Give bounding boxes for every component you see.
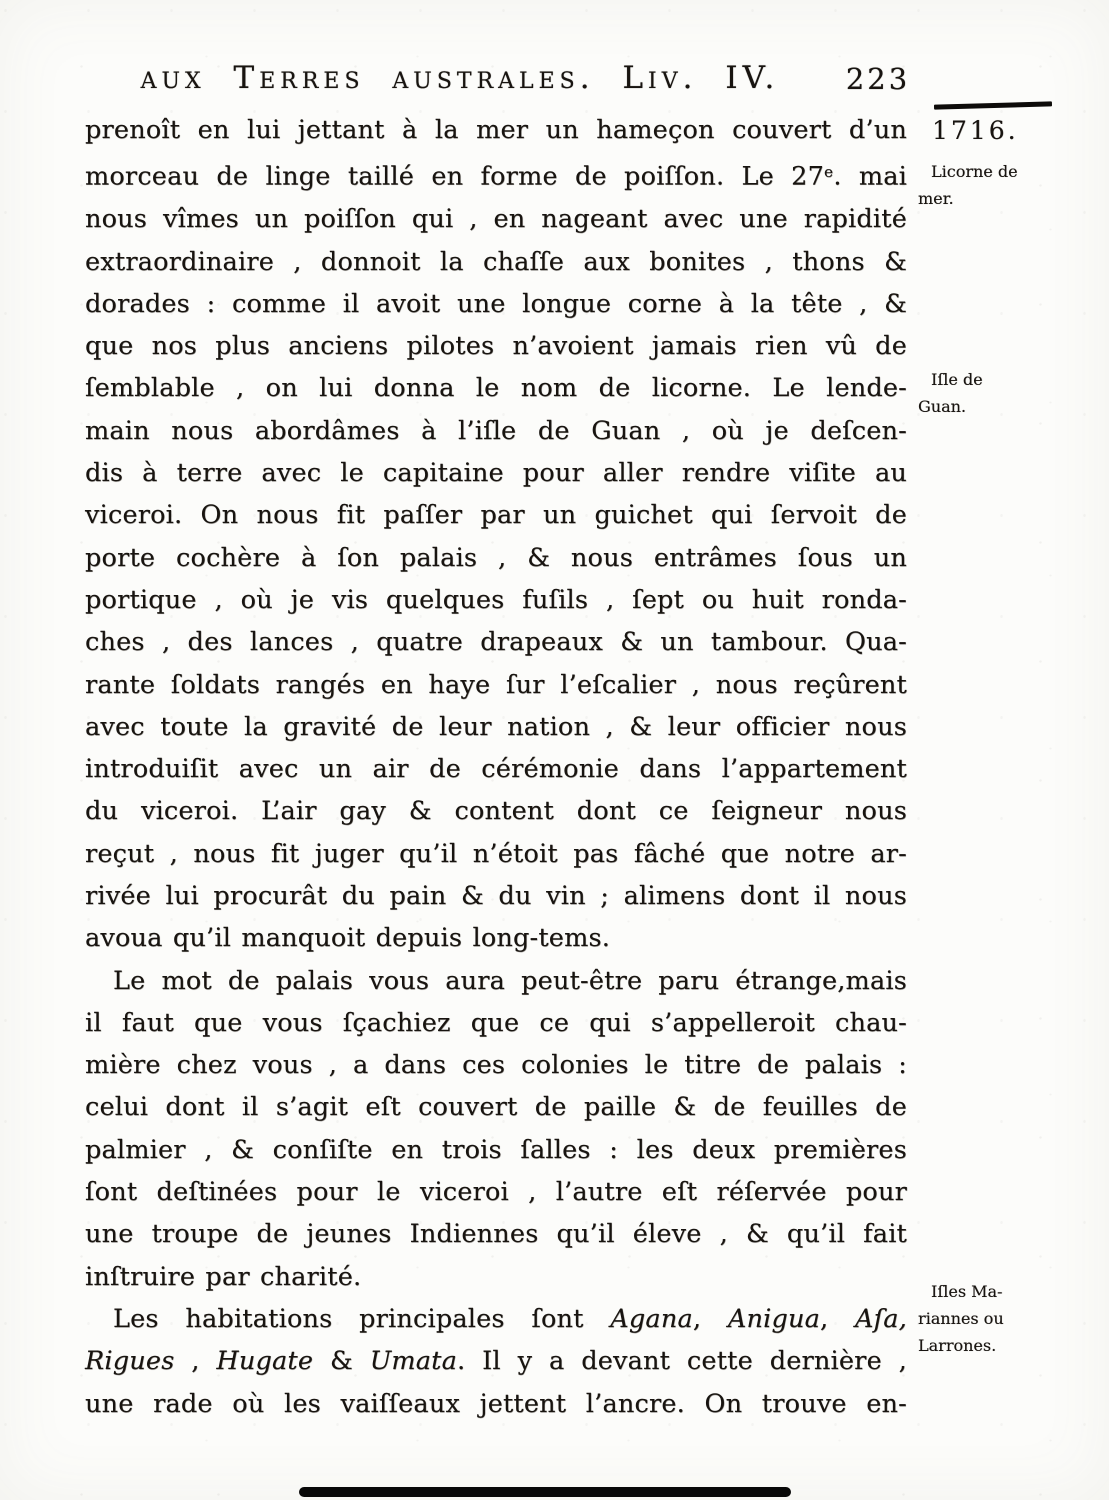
text-line: viceroi. On nous fit paſſer par un guichet qui ſervoit de <box>85 500 907 531</box>
text-line: une rade où les vaiſſeaux jettent l’ancre. On trouve en- <box>85 1388 907 1419</box>
margin-note-line: mer. <box>918 189 954 208</box>
text-line: dis à terre avec le capitaine pour aller rendre viſite au <box>85 458 907 489</box>
margin-note-isle-de-guan <box>918 366 1104 420</box>
plain-text: , <box>820 1303 855 1334</box>
text-line: portique , où je vis quelques fuſils , ſept ou huit ronda- <box>85 584 907 615</box>
margin-note-line: 1716. <box>932 116 1019 145</box>
italic-text: Umata <box>369 1346 458 1377</box>
plain-text: Les habitations principales ſont <box>113 1303 611 1334</box>
text-line: rivée lui procurât du pain & du vin ; alimens dont il nous <box>85 880 907 911</box>
text-line: palmier , & conſiſte en trois ſalles : les deux premières <box>85 1134 907 1165</box>
text-line: ſont deſtinées pour le viceroi , l’autre eſt réſervée pour <box>85 1177 907 1208</box>
text-line: une troupe de jeunes Indiennes qu’il éleve , & qu’il fait <box>85 1219 907 1250</box>
scan-artifact-bar <box>299 1487 791 1497</box>
text-line: reçut , nous fit juger qu’il n’étoit pas fâché que notre ar- <box>85 838 907 869</box>
margin-note-year <box>918 103 1109 147</box>
text-block <box>85 109 907 1425</box>
text-line: extraordinaire , donnoit la chaſſe aux bonites , thons & <box>85 246 907 277</box>
text-line: introduiſit avec un air de cérémonie dans l’appartement <box>85 754 907 785</box>
plain-text: , <box>692 1303 728 1334</box>
text-line <box>85 151 907 198</box>
superscript-text: e <box>824 163 834 182</box>
text-line: avoua qu’il manquoit depuis long-tems. <box>85 923 611 954</box>
italic-text: Rigues <box>85 1346 175 1377</box>
plain-text: morceau de linge taillé en forme de poiſſon. Le 27 <box>85 161 825 192</box>
text-line: avec toute la gravité de leur nation , & leur officier nous <box>85 711 907 742</box>
text-line: celui dont il s’agit eſt couvert de paille & de feuilles de <box>85 1092 907 1123</box>
margin-note-line: Larrones. <box>918 1336 997 1355</box>
text-line: il faut que vous ſçachiez que ce qui s’appelleroit chau- <box>85 1007 907 1038</box>
margin-note-line: Iſles Ma- <box>931 1282 1003 1301</box>
text-line: inſtruire par charité. <box>85 1261 362 1292</box>
italic-text: Hugate <box>216 1346 314 1377</box>
margin-rule <box>934 101 1052 109</box>
margin-note-line: Iſle de <box>931 370 983 389</box>
margin-note-isles-mariannes <box>918 1278 1104 1359</box>
text-line <box>85 1298 907 1340</box>
text-line: que nos plus anciens pilotes n’avoient jamais rien vû de <box>85 331 907 362</box>
text-line: porte cochère à ſon palais , & nous entrâmes ſous un <box>85 542 907 573</box>
plain-text: . Il y a devant cette dernière , <box>457 1346 907 1377</box>
text-line: du viceroi. L’air gay & content dont ce ſeigneur nous <box>85 796 907 827</box>
plain-text: . mai <box>833 161 908 192</box>
text-line: mière chez vous , a dans ces colonies le titre de palais : <box>85 1050 907 1081</box>
italic-text: Agana <box>610 1303 693 1334</box>
text-line: ches , des lances , quatre drapeaux & un tambour. Qua- <box>85 627 907 658</box>
margin-note-licorne-de-mer <box>918 158 1104 212</box>
text-line <box>85 1340 907 1382</box>
margin-column <box>918 0 1104 1500</box>
text-line: Le mot de palais vous aura peut-être paru étrange,mais <box>113 965 907 996</box>
text-line: dorades : comme il avoit une longue corne à la tête , & <box>85 288 907 319</box>
margin-note-line: Guan. <box>918 397 967 416</box>
margin-note-line: riannes ou <box>918 1309 1004 1328</box>
text-line: rante ſoldats rangés en haye ſur l’eſcalier , nous reçûrent <box>85 669 907 700</box>
plain-text: & <box>313 1346 370 1377</box>
page-number: 223 <box>845 62 911 96</box>
running-title: aux Terres australes. Liv. IV. <box>140 60 780 96</box>
text-line: ſemblable , on lui donna le nom de licorne. Le lende- <box>85 373 907 404</box>
text-line: prenoît en lui jettant à la mer un hameçon couvert d’un <box>85 115 907 145</box>
text-line: nous vîmes un poiſſon qui , en nageant avec une rapidité <box>85 204 907 235</box>
italic-text: Aſa, <box>855 1303 907 1334</box>
plain-text: , <box>174 1346 217 1377</box>
margin-note-line: Licorne de <box>931 162 1018 181</box>
italic-text: Anigua <box>727 1303 821 1334</box>
text-line: main nous abordâmes à l’iſle de Guan , où je deſcen- <box>85 415 907 446</box>
